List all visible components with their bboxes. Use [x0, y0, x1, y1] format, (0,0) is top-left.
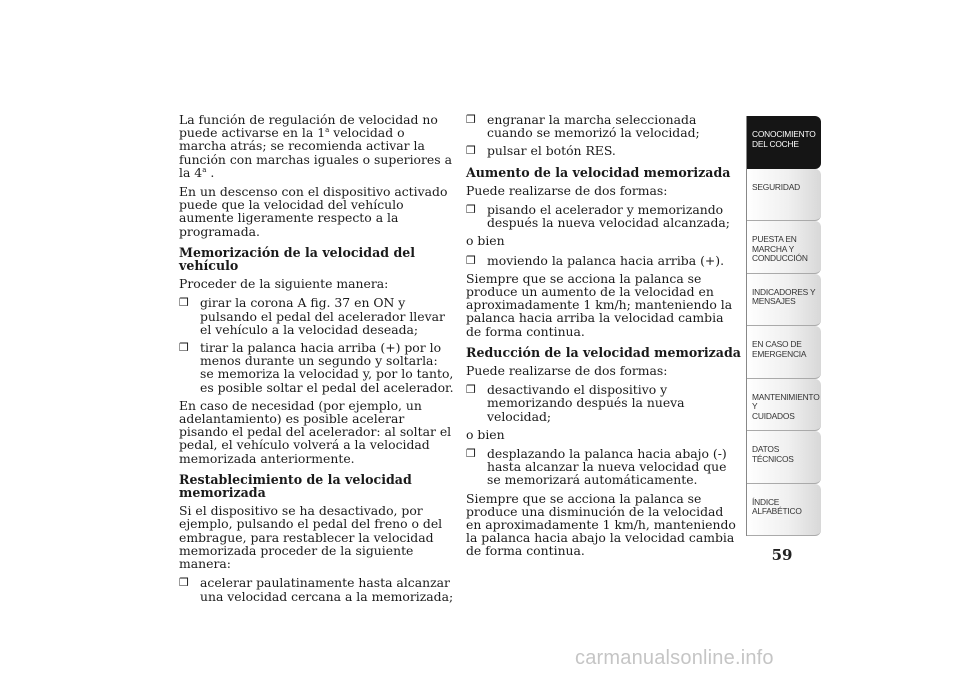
- right-column: [466, 113, 742, 564]
- bullet-item: ❒ pulsar el botón RES.: [466, 143, 616, 159]
- section-tabs: [746, 116, 821, 536]
- bullet-item: ❒ pisando el acelerador y memorizando después la nueva velocidad alcanzada;: [466, 202, 730, 231]
- checkbox-bullet-icon: ❒: [466, 447, 476, 461]
- paragraph: Puede realizarse de dos formas:: [466, 182, 668, 198]
- checkbox-bullet-icon: ❒: [466, 203, 476, 217]
- bullet-item: ❒ tirar la palanca hacia arriba (+) por lo menos durante un segundo y soltarla: se memoriza la velocidad y, por lo tanto, es posible soltar el pedal del acelerador.: [179, 340, 454, 395]
- section-heading: Restablecimiento de la velocidad memorizada: [179, 471, 412, 501]
- checkbox-bullet-icon: ❒: [466, 253, 476, 267]
- watermark: carmanualsonline.info: [575, 647, 774, 669]
- tab-puesta-en-marcha[interactable]: PUESTA EN MARCHA Y CONDUCCIÓN: [747, 221, 821, 274]
- section-heading: Aumento de la velocidad memorizada: [466, 164, 731, 180]
- page-number: 59: [771, 546, 793, 564]
- tab-datos-tecnicos[interactable]: DATOS TÉCNICOS: [747, 431, 821, 484]
- tab-en-caso-de-emergencia[interactable]: EN CASO DE EMERGENCIA: [747, 326, 821, 379]
- bullet-item: ❒ moviendo la palanca hacia arriba (+).: [466, 252, 725, 268]
- paragraph: La función de regulación de velocidad no puede activarse en la 1$^a$ velocidad o marcha atrás; se recomienda activar la función con marchas iguales o superiores a la 4$^a$ .: [179, 112, 452, 180]
- checkbox-bullet-icon: ❒: [466, 383, 476, 397]
- bullet-item: ❒ desactivando el dispositivo y memorizando después la nueva velocidad;: [466, 382, 685, 424]
- checkbox-bullet-icon: ❒: [179, 341, 189, 355]
- paragraph: Puede realizarse de dos formas:: [466, 363, 668, 379]
- bullet-item: ❒ girar la corona A fig. 37 en ON y pulsando el pedal del acelerador llevar el vehículo a la velocidad deseada;: [179, 295, 445, 337]
- tab-indice-alfabetico[interactable]: ÍNDICE ALFABÉTICO: [747, 484, 821, 537]
- paragraph: Proceder de la siguiente manera:: [179, 276, 389, 292]
- checkbox-bullet-icon: ❒: [466, 144, 476, 158]
- left-column: [179, 113, 454, 608]
- paragraph: o bien: [466, 426, 505, 442]
- tab-mantenimiento-y-cuidados[interactable]: MANTENIMIENTO Y CUIDADOS: [747, 379, 821, 432]
- bullet-item: ❒ desplazando la palanca hacia abajo (-) hasta alcanzar la nueva velocidad que se memorizará automáticamente.: [466, 446, 727, 488]
- paragraph: o bien: [466, 233, 505, 249]
- paragraph: En un descenso con el dispositivo activado puede que la velocidad del vehículo aumente ligeramente respecto a la programada.: [179, 184, 448, 239]
- checkbox-bullet-icon: ❒: [466, 113, 476, 126]
- paragraph: En caso de necesidad (por ejemplo, un adelantamiento) es posible acelerar pisando el pedal del acelerador: al soltar el pedal, el vehículo volverá a la velocidad memorizada anteriormente.: [179, 397, 452, 466]
- bullet-item: ❒ acelerar paulatinamente hasta alcanzar una velocidad cercana a la memorizada;: [179, 575, 454, 604]
- section-heading: Reducción de la velocidad memorizada: [466, 344, 741, 360]
- paragraph: Si el dispositivo se ha desactivado, por ejemplo, pulsando el pedal del freno o del embrague, para restablecer la velocidad memorizada proceder de la siguiente manera:: [179, 503, 443, 572]
- tab-conocimiento-del-coche[interactable]: CONOCIMIENTO DEL COCHE: [747, 116, 821, 169]
- paragraph: Siempre que se acciona la palanca se produce una disminución de la velocidad en aproximadamente 1 km/h, manteniendo la palanca hacia abajo la velocidad cambia de forma continua.: [466, 490, 736, 559]
- section-heading: Memorización de la velocidad del vehículo: [179, 244, 416, 274]
- tab-indicadores-y-mensajes[interactable]: INDICADORES Y MENSAJES: [747, 274, 821, 327]
- checkbox-bullet-icon: ❒: [179, 296, 189, 310]
- bullet-item: ❒ engranar la marcha seleccionada cuando se memorizó la velocidad;: [466, 112, 700, 141]
- paragraph: Siempre que se acciona la palanca se produce un aumento de la velocidad en aproximadamente 1 km/h; manteniendo la palanca hacia arriba la velocidad cambia de forma continua.: [466, 270, 733, 339]
- tab-seguridad[interactable]: SEGURIDAD: [747, 169, 821, 222]
- checkbox-bullet-icon: ❒: [179, 576, 189, 590]
